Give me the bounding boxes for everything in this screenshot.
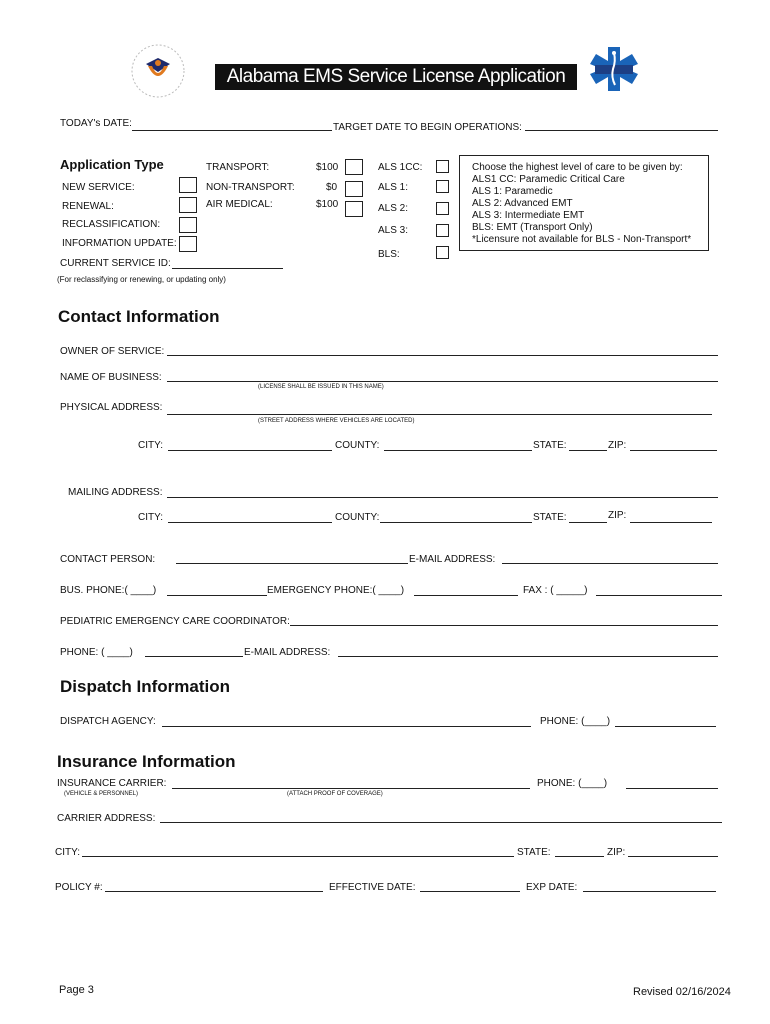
- als3-label: ALS 3:: [378, 225, 409, 236]
- renewal-label: RENEWAL:: [62, 201, 114, 212]
- insurance-carrier-label: INSURANCE CARRIER:: [57, 778, 167, 789]
- als1cc-checkbox[interactable]: [436, 160, 449, 173]
- county-input[interactable]: [384, 450, 532, 451]
- level-note-line: ALS1 CC: Paramedic Critical Care: [472, 174, 625, 185]
- email-label: E-MAIL ADDRESS:: [409, 554, 496, 565]
- policy-input[interactable]: [105, 891, 323, 892]
- pediatric-input[interactable]: [290, 625, 718, 626]
- reclassification-label: RECLASSIFICATION:: [62, 219, 161, 230]
- insurance-carrier-note: (VEHICLE & PERSONNEL): [64, 791, 139, 797]
- insurance-phone-label: PHONE: (____): [537, 778, 608, 789]
- non-transport-label: NON-TRANSPORT:: [206, 182, 295, 193]
- contact-heading: Contact Information: [58, 307, 220, 326]
- insurance-city-label: CITY:: [55, 847, 81, 858]
- attach-proof-note: (ATTACH PROOF OF COVERAGE): [287, 791, 383, 797]
- page-title: Alabama EMS Service License Application: [215, 64, 577, 90]
- carrier-address-label: CARRIER ADDRESS:: [57, 813, 156, 824]
- new-service-checkbox[interactable]: [179, 177, 197, 193]
- level-note-line: BLS: EMT (Transport Only): [472, 222, 593, 233]
- dispatch-agency-input[interactable]: [162, 726, 531, 727]
- physical-label: PHYSICAL ADDRESS:: [60, 402, 163, 413]
- state-label: STATE:: [533, 440, 567, 451]
- mailing-zip-input[interactable]: [630, 522, 712, 523]
- todays-date-input[interactable]: [132, 130, 332, 131]
- new-service-label: NEW SERVICE:: [62, 182, 135, 193]
- email-input[interactable]: [502, 563, 718, 564]
- dispatch-heading: Dispatch Information: [60, 677, 231, 696]
- insurance-state-label: STATE:: [517, 847, 551, 858]
- zip-input[interactable]: [630, 450, 717, 451]
- als1-checkbox[interactable]: [436, 180, 449, 193]
- air-medical-fee: $100: [316, 199, 339, 210]
- city-input[interactable]: [168, 450, 332, 451]
- insurance-state-input[interactable]: [555, 856, 604, 857]
- carrier-address-input[interactable]: [160, 822, 722, 823]
- current-service-id-input[interactable]: [172, 268, 283, 269]
- mailing-county-label: COUNTY:: [335, 512, 380, 523]
- current-service-id-label: CURRENT SERVICE ID:: [60, 258, 171, 269]
- contact-person-label: CONTACT PERSON:: [60, 554, 156, 565]
- bls-label: BLS:: [378, 249, 400, 260]
- transport-label: TRANSPORT:: [206, 162, 270, 173]
- fax-label: FAX : ( _____): [523, 585, 588, 596]
- owner-label: OWNER OF SERVICE:: [60, 346, 165, 357]
- information-update-label: INFORMATION UPDATE:: [62, 238, 177, 249]
- als3-checkbox[interactable]: [436, 224, 449, 237]
- mailing-state-input[interactable]: [569, 522, 607, 523]
- county-label: COUNTY:: [335, 440, 380, 451]
- contact-person-input[interactable]: [176, 563, 408, 564]
- business-label: NAME OF BUSINESS:: [60, 372, 162, 383]
- renewal-checkbox[interactable]: [179, 197, 197, 213]
- air-medical-checkbox[interactable]: [345, 201, 363, 217]
- target-date-label: TARGET DATE TO BEGIN OPERATIONS:: [333, 122, 522, 133]
- zip-label: ZIP:: [608, 440, 627, 451]
- dispatch-agency-label: DISPATCH AGENCY:: [60, 716, 156, 727]
- als2-checkbox[interactable]: [436, 202, 449, 215]
- emergency-phone-input[interactable]: [414, 595, 518, 596]
- level-note-line: ALS 3: Intermediate EMT: [472, 210, 585, 221]
- bus-phone-input[interactable]: [167, 595, 267, 596]
- policy-label: POLICY #:: [55, 882, 103, 893]
- mailing-city-label: CITY:: [138, 512, 164, 523]
- pediatric-label: PEDIATRIC EMERGENCY CARE COORDINATOR:: [60, 616, 290, 627]
- level-note-line: Choose the highest level of care to be given by:: [472, 162, 683, 173]
- todays-date-label: TODAY's DATE:: [60, 118, 132, 129]
- mailing-state-label: STATE:: [533, 512, 567, 523]
- pediatric-email-input[interactable]: [338, 656, 718, 657]
- insurance-zip-input[interactable]: [628, 856, 718, 857]
- reclassification-checkbox[interactable]: [179, 217, 197, 233]
- fax-input[interactable]: [596, 595, 722, 596]
- owner-input[interactable]: [167, 355, 718, 356]
- dispatch-phone-input[interactable]: [615, 726, 716, 727]
- dispatch-phone-label: PHONE: (____): [540, 716, 611, 727]
- exp-date-label: EXP DATE:: [526, 882, 578, 893]
- mailing-label: MAILING ADDRESS:: [68, 487, 163, 498]
- level-note-line: ALS 2: Advanced EMT: [472, 198, 573, 209]
- transport-checkbox[interactable]: [345, 159, 363, 175]
- level-note-line: ALS 1: Paramedic: [472, 186, 553, 197]
- insurance-city-input[interactable]: [82, 856, 514, 857]
- current-id-note: (For reclassifying or renewing, or updating only): [57, 275, 226, 284]
- revised-date: Revised 02/16/2024: [633, 986, 731, 998]
- air-medical-label: AIR MEDICAL:: [206, 199, 273, 210]
- business-note: (LICENSE SHALL BE ISSUED IN THIS NAME): [258, 384, 384, 390]
- mailing-city-input[interactable]: [168, 522, 332, 523]
- target-date-input[interactable]: [525, 130, 718, 131]
- non-transport-fee: $0: [326, 182, 338, 193]
- business-input[interactable]: [167, 381, 718, 382]
- effective-date-label: EFFECTIVE DATE:: [329, 882, 416, 893]
- insurance-heading: Insurance Information: [57, 752, 236, 771]
- alabama-ems-logo: [590, 45, 638, 93]
- application-type-heading: Application Type: [60, 157, 164, 172]
- mailing-zip-label: ZIP:: [608, 510, 627, 521]
- bus-phone-label: BUS. PHONE:( ____): [60, 585, 157, 596]
- level-of-care-note: [459, 155, 709, 251]
- pediatric-email-label: E-MAIL ADDRESS:: [244, 647, 331, 658]
- page-number: Page 3: [59, 984, 94, 996]
- transport-fee: $100: [316, 162, 339, 173]
- state-input[interactable]: [569, 450, 607, 451]
- bls-checkbox[interactable]: [436, 246, 449, 259]
- city-label: CITY:: [138, 440, 164, 451]
- insurance-zip-label: ZIP:: [607, 847, 626, 858]
- level-note-line: *Licensure not available for BLS - Non-Transport*: [472, 234, 692, 245]
- physical-input[interactable]: [167, 414, 712, 415]
- mailing-county-input[interactable]: [380, 522, 532, 523]
- information-update-checkbox[interactable]: [179, 236, 197, 252]
- physical-note: (STREET ADDRESS WHERE VEHICLES ARE LOCATED): [258, 418, 415, 424]
- als1-label: ALS 1:: [378, 182, 409, 193]
- effective-date-input[interactable]: [420, 891, 520, 892]
- als1cc-label: ALS 1CC:: [378, 162, 423, 173]
- als2-label: ALS 2:: [378, 203, 409, 214]
- insurance-phone-input[interactable]: [626, 788, 718, 789]
- insurance-carrier-input[interactable]: [172, 788, 530, 789]
- non-transport-checkbox[interactable]: [345, 181, 363, 197]
- exp-date-input[interactable]: [583, 891, 716, 892]
- emergency-phone-label: EMERGENCY PHONE:( ____): [267, 585, 405, 596]
- adph-logo: [128, 42, 188, 100]
- pediatric-phone-input[interactable]: [145, 656, 243, 657]
- pediatric-phone-label: PHONE: ( ____): [60, 647, 133, 658]
- mailing-input[interactable]: [167, 497, 718, 498]
